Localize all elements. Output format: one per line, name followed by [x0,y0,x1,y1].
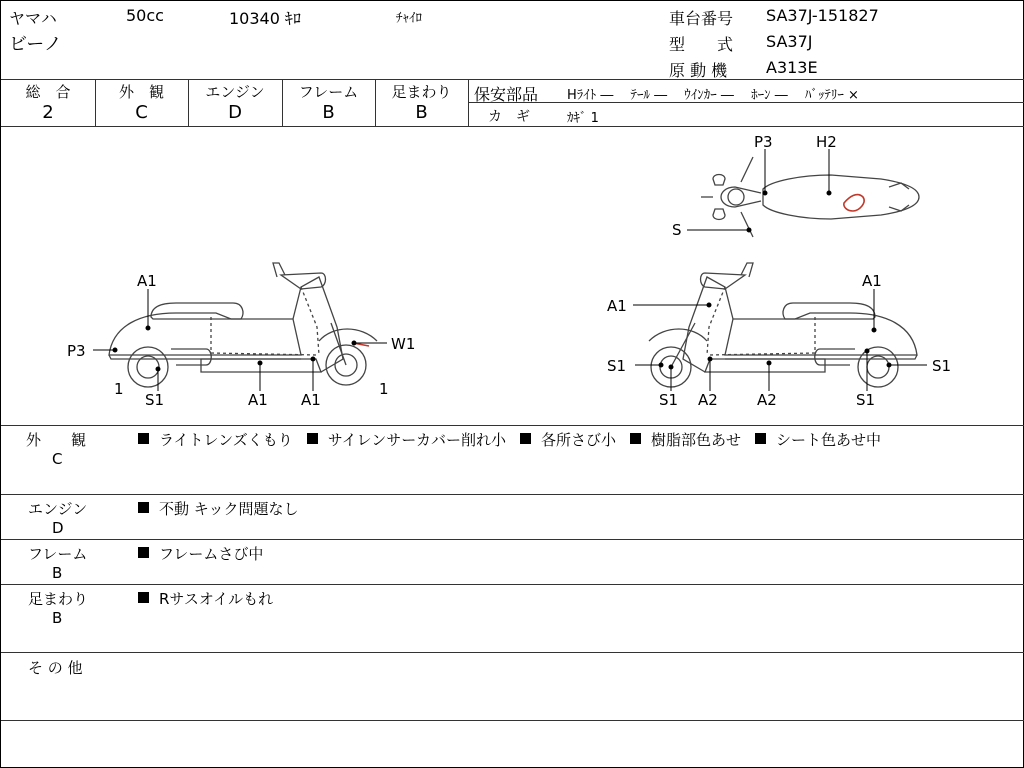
grade-value-total: 2 [42,102,54,123]
note: 各所さび小 [541,431,617,449]
safety-items: Hﾗｲﾄ ― ﾃｰﾙ ― ｳｲﾝｶｰ ― ﾎｰﾝ ― ﾊﾞｯﾃﾘｰ × [567,88,859,103]
label-h2: H2 [816,133,837,151]
section-label-other: そ の 他 [28,659,83,677]
damage-mark [844,195,864,211]
grade-label-frame: フレーム [298,83,359,101]
bullet-icon [138,433,149,444]
grade-label-suspension: 足まわり [391,83,452,101]
note: サイレンサーカバー削れ小 [327,431,507,449]
label-a1: A1 [862,272,882,290]
label-p3: P3 [67,342,86,360]
label-s1: S1 [856,391,876,409]
grade-label-engine: エンジン [205,83,265,101]
top-leaders [687,149,831,232]
grade-value-frame: B [322,102,335,123]
label-count: 1 [379,380,389,398]
bullet-icon [138,502,149,513]
label-a1: A1 [137,272,157,290]
grade-label-total: 総 合 [25,83,71,101]
frame-no: SA37J-151827 [766,6,879,25]
note: Rサスオイルもれ [159,590,274,608]
divider [1,584,1024,585]
label-a1: A1 [301,391,321,409]
grade-value-exterior: C [135,102,148,123]
section-label-engine: エンジン [28,500,88,518]
notes-engine [138,498,298,519]
key-value: ｶｷﾞ 1 [567,111,599,126]
label-w1: W1 [391,335,416,353]
section-grade-exterior: C [52,450,63,468]
engine-label: 原 動 機 [669,61,728,80]
section-label-exterior: 外 観 [26,431,87,449]
engine-value: A313E [766,58,818,77]
mileage: 10340 ｷﾛ [229,9,301,28]
notes-suspension [138,588,273,609]
section-grade-suspension: B [52,609,63,627]
label-a1: A1 [248,391,268,409]
label-s1: S1 [659,391,679,409]
note: シート色あせ中 [776,431,882,449]
notes-exterior [138,429,881,450]
notes-frame [138,543,263,564]
section-grade-frame: B [52,564,63,582]
label-s: S [672,221,682,239]
divider [1,494,1024,495]
label-a2: A2 [757,391,777,409]
grade-value-engine: D [228,102,242,123]
note: 樹脂部色あせ [651,431,742,449]
note: ライトレンズくもり [159,431,293,449]
frame-no-label: 車台番号 [669,9,734,28]
note: フレームさび中 [159,545,264,563]
bullet-icon [520,433,531,444]
divider [1,720,1024,721]
label-s1: S1 [932,357,952,375]
safety-label: 保安部品 [474,85,539,104]
key-label: カ ギ [488,109,530,125]
model-name: ビーノ [9,34,62,55]
body-color: ﾁｬｲﾛ [396,11,422,26]
top-view [701,157,919,237]
label-s1: S1 [145,391,165,409]
grade-value-suspension: B [415,102,428,123]
type-value: SA37J [766,32,813,51]
bullet-icon [755,433,766,444]
divider [468,79,469,126]
label-p3: P3 [754,133,773,151]
section-label-frame: フレーム [28,545,88,563]
section-label-suspension: 足まわり [28,590,89,608]
maker-name: ヤマハ [9,9,57,28]
label-count: 1 [114,380,124,398]
bullet-icon [138,592,149,603]
bullet-icon [307,433,318,444]
note: 不動 キック問題なし [159,500,299,518]
label-s1: S1 [607,357,627,375]
divider [1,539,1024,540]
grade-label-exterior: 外 観 [118,83,164,101]
bullet-icon [630,433,641,444]
displacement: 50cc [126,6,164,25]
divider [1,425,1024,426]
section-grade-engine: D [52,519,64,537]
label-a1: A1 [607,297,627,315]
label-a2: A2 [698,391,718,409]
divider [1,652,1024,653]
divider [1,79,1024,80]
bullet-icon [138,547,149,558]
type-label: 型 式 [669,35,734,54]
